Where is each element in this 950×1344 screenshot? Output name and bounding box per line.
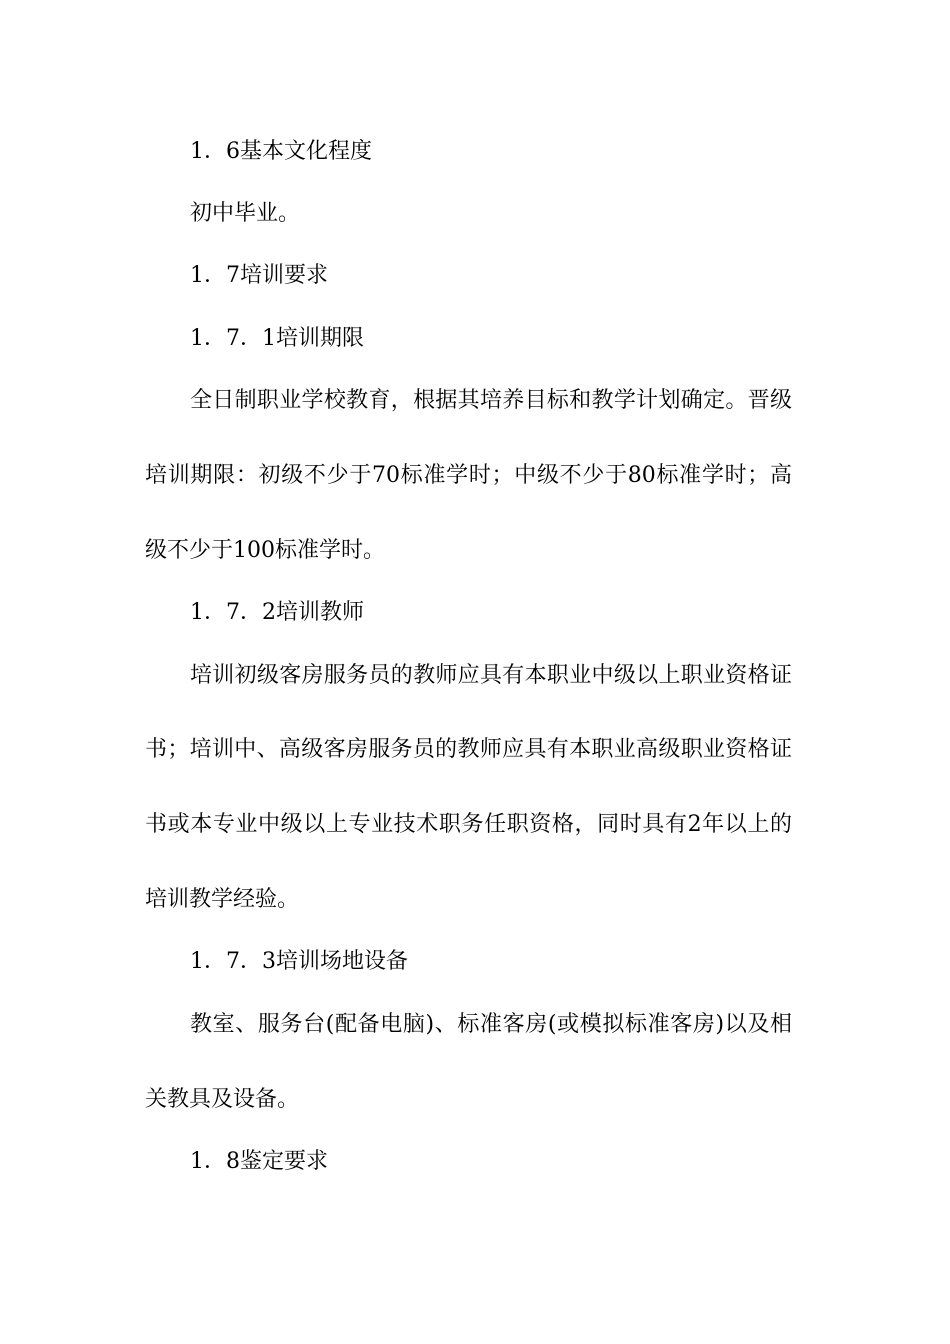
paragraph-text: 级不少于100标准学时。	[145, 538, 385, 563]
paragraph-text: 初中毕业。	[190, 201, 301, 226]
paragraph-text: 培训初级客房服务员的教师应具有本职业中级以上职业资格证	[190, 663, 792, 688]
paragraph-text: 培训教学经验。	[145, 887, 300, 912]
section-heading-1-7: 1．7培训要求	[190, 263, 328, 288]
paragraph-text: 书；培训中、高级客房服务员的教师应具有本职业高级职业资格证	[145, 737, 792, 762]
paragraph-text: 全日制职业学校教育，根据其培养目标和教学计划确定。晋级	[190, 388, 792, 413]
subsection-heading-1-7-2: 1．7．2培训教师	[190, 600, 364, 625]
subsection-heading-1-7-3: 1．7．3培训场地设备	[190, 949, 408, 974]
paragraph-text: 关教具及设备。	[145, 1087, 300, 1112]
paragraph-text: 教室、服务台(配备电脑)、标准客房(或模拟标准客房)以及相	[190, 1012, 792, 1037]
paragraph-text: 培训期限：初级不少于70标准学时；中级不少于80标准学时；高	[145, 463, 792, 488]
subsection-heading-1-7-1: 1．7．1培训期限	[190, 326, 364, 351]
section-heading-1-6: 1．6基本文化程度	[190, 139, 372, 164]
paragraph-text: 书或本专业中级以上专业技术职务任职资格，同时具有2年以上的	[145, 812, 792, 837]
section-heading-1-8: 1．8鉴定要求	[190, 1149, 328, 1174]
